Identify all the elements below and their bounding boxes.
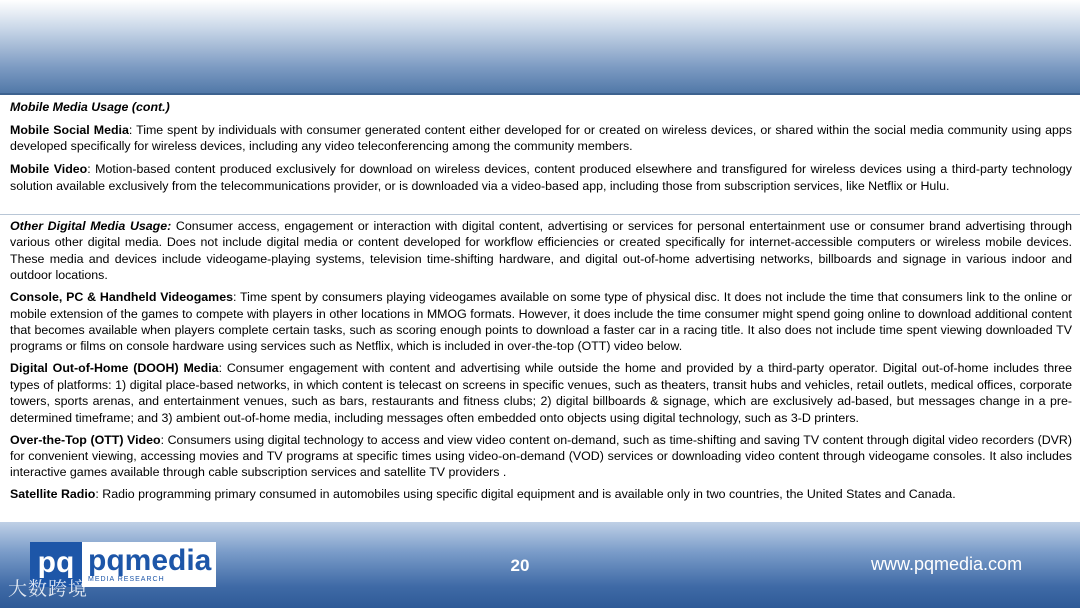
mobile-media-section bbox=[10, 99, 1072, 201]
section-heading: Mobile Media Usage (cont.) bbox=[10, 100, 170, 114]
definition-mobile-social-media: Mobile Social Media: Time spent by individuals with consumer generated content either developed for or created on wireless devices, or shared within the social media community using apps developed specifically for wireless devices, including any video teleconferencing among the community members. bbox=[10, 122, 1072, 154]
section-divider bbox=[0, 214, 1080, 215]
definition-satellite-radio: Satellite Radio: Radio programming primary consumed in automobiles using specific digital equipment and is available only in two countries, the United States and Canada. bbox=[10, 487, 956, 502]
definition-mobile-video: Mobile Video: Motion-based content produced exclusively for download on wireless devices, content produced elsewhere and transfigured for wireless devices using a third-party technology solution available exclusively from the telecommunications provider, or is downloaded via a video-based app, including those from subscription services, like Netflix or Hulu. bbox=[10, 162, 1072, 193]
header-banner bbox=[0, 0, 1080, 95]
definition-ott-video: Over-the-Top (OTT) Video: Consumers using digital technology to access and view video content on-demand, such as time-shifting and saving TV content through digital video recorders (DVR) for convenient viewing, accessing movies and TV programs at specific times using video-on-demand (VOD) services or downloading video content through videogame consoles. It also includes interactive games available through cable subscription services and satellite TV providers . bbox=[10, 432, 1072, 480]
logo-mark: pq bbox=[30, 542, 82, 587]
footer-banner bbox=[0, 522, 1080, 608]
definition-videogames: Console, PC & Handheld Videogames: Time spent by consumers playing videogames available on some type of physical disc. It does not include the time that consumers link to the online or mobile extension of the games to compete with players in other locations in MMOG formats. However, it does include the time consumer might spend going online to download additional content that becomes available when players complete certain tasks, such as scoring enough points to download a faster car in a racing title. It also does not include time spent viewing downloaded TV programs or films on console hardware using services such as Netflix, which is included in over-the-top (OTT) video below. bbox=[10, 290, 1072, 354]
website-url: www.pqmedia.com bbox=[871, 554, 1023, 574]
logo-wordmark: pqmedia bbox=[88, 544, 212, 577]
page-number: 20 bbox=[510, 556, 530, 575]
watermark-text: 大数跨境 bbox=[8, 579, 89, 600]
other-digital-media-section bbox=[10, 218, 1072, 508]
logo-tagline: MEDIA RESEARCH bbox=[88, 576, 165, 583]
other-digital-media-intro: Other Digital Media Usage: Consumer access, engagement or interaction with digital content, advertising or services for personal entertainment use or consumer brand advertising through various other digital media. Does not include digital media or content developed for workflow efficiencies or created specifically for internet-accessible computers or wireless mobile devices. These media and devices include videogame-playing systems, television time-shifting hardware, and digital out-of-home advertising networks, billboards and signage in various indoor and outdoor locations. bbox=[10, 219, 1072, 283]
definition-dooh: Digital Out-of-Home (DOOH) Media: Consumer engagement with content and advertising while outside the home and provided by a third-party operator. Digital out-of-home includes three types of platforms: 1) digital place-based networks, in which content is telecast on screens in specific venues, such as theaters, transit hubs and vehicles, retail outlets, medical offices, corporate towers, sports arenas, and entertainment venues, such as bars, restaurants and fitness clubs; 2) digital billboards & signage, which are exclusively ad-based, but messages change in a pre-determined timeframe; and 3) ambient out-of-home media, including messages often embedded onto objects using digital technology, such as 3-D printers. bbox=[10, 361, 1072, 425]
slide-content bbox=[0, 97, 1080, 525]
